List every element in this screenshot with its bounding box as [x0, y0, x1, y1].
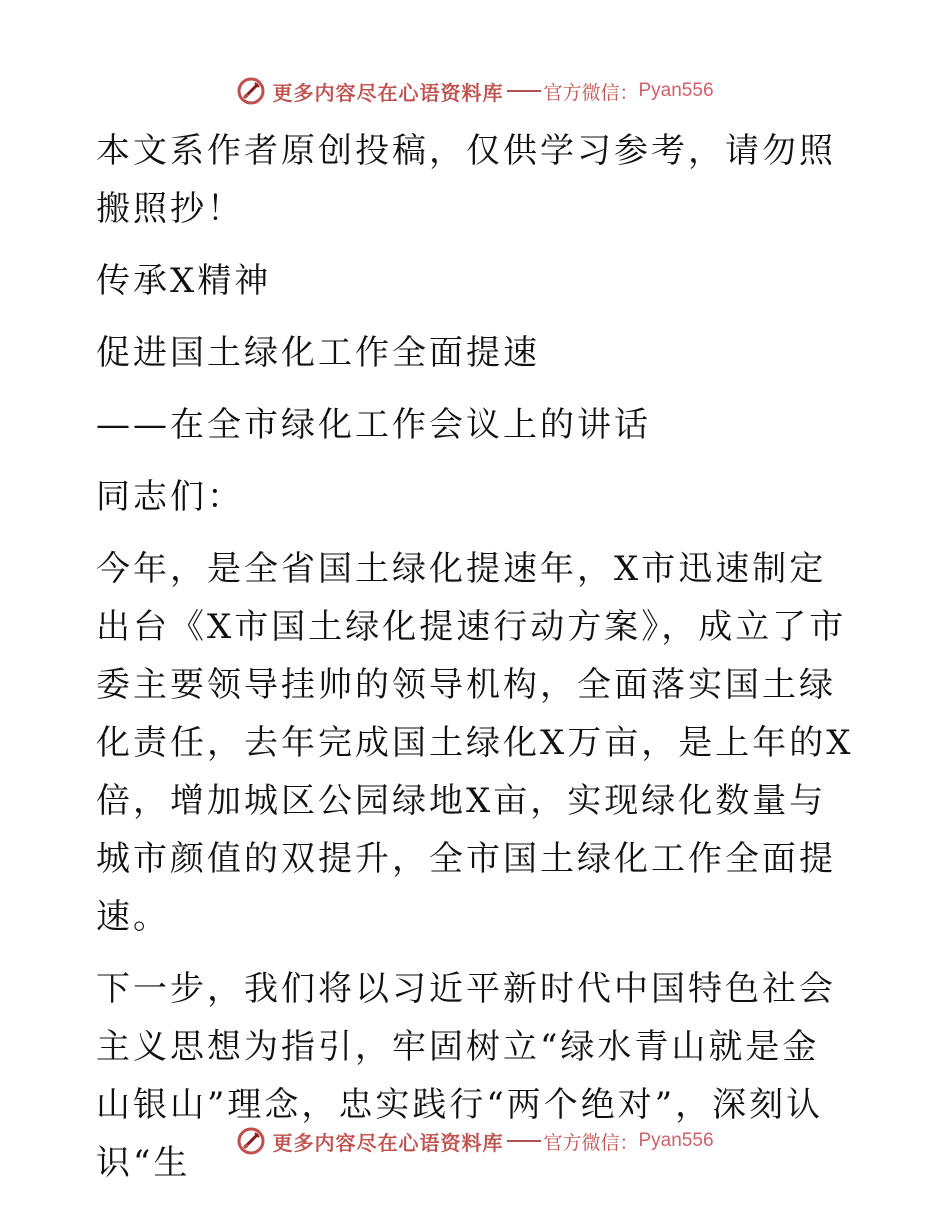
pen-logo-icon: [236, 76, 266, 106]
banner-brand-text: 更多内容尽在心语资料库: [272, 80, 504, 105]
banner-brand-text: 更多内容尽在心语资料库: [272, 1130, 504, 1155]
banner-wechat-id: Pyan556: [638, 1130, 714, 1151]
document-body: [96, 122, 856, 1192]
document-title-line2: 促进国土绿化工作全面提速: [96, 333, 540, 373]
disclaimer-text: 本文系作者原创投稿，仅供学习参考，请勿照搬照抄！: [96, 131, 836, 229]
document-subtitle: ——在全市绿化工作会议上的讲话: [96, 405, 651, 445]
paragraph-1: 今年，是全省国土绿化提速年，X市迅速制定出台《X市国土绿化提速行动方案》，成立了市委主要领导挂帅的领导机构，全面落实国土绿化责任，去年完成国土绿化X万亩，是上年的X倍，增加城区公园绿地X亩，实现绿化数量与城市颜值的双提升，全市国土绿化工作全面提速。: [96, 549, 854, 937]
banner-dash: [507, 1140, 541, 1142]
salutation: 同志们：: [96, 477, 244, 517]
banner-dash: [507, 90, 541, 92]
paragraph-2: 下一步，我们将以习近平新时代中国特色社会主义思想为指引，牢固树立“绿水青山就是金山银山”理念，忠实践行“两个绝对”，深刻认识“生: [96, 969, 836, 1183]
banner-wechat-id: Pyan556: [638, 80, 714, 101]
pen-logo-icon: [236, 1126, 266, 1156]
header-watermark-banner: [0, 74, 950, 108]
banner-contact-label: 官方微信：: [543, 81, 639, 104]
banner-contact-label: 官方微信：: [543, 1131, 639, 1154]
footer-watermark-banner: [0, 1124, 950, 1158]
document-title-line1: 传承X精神: [96, 261, 272, 301]
